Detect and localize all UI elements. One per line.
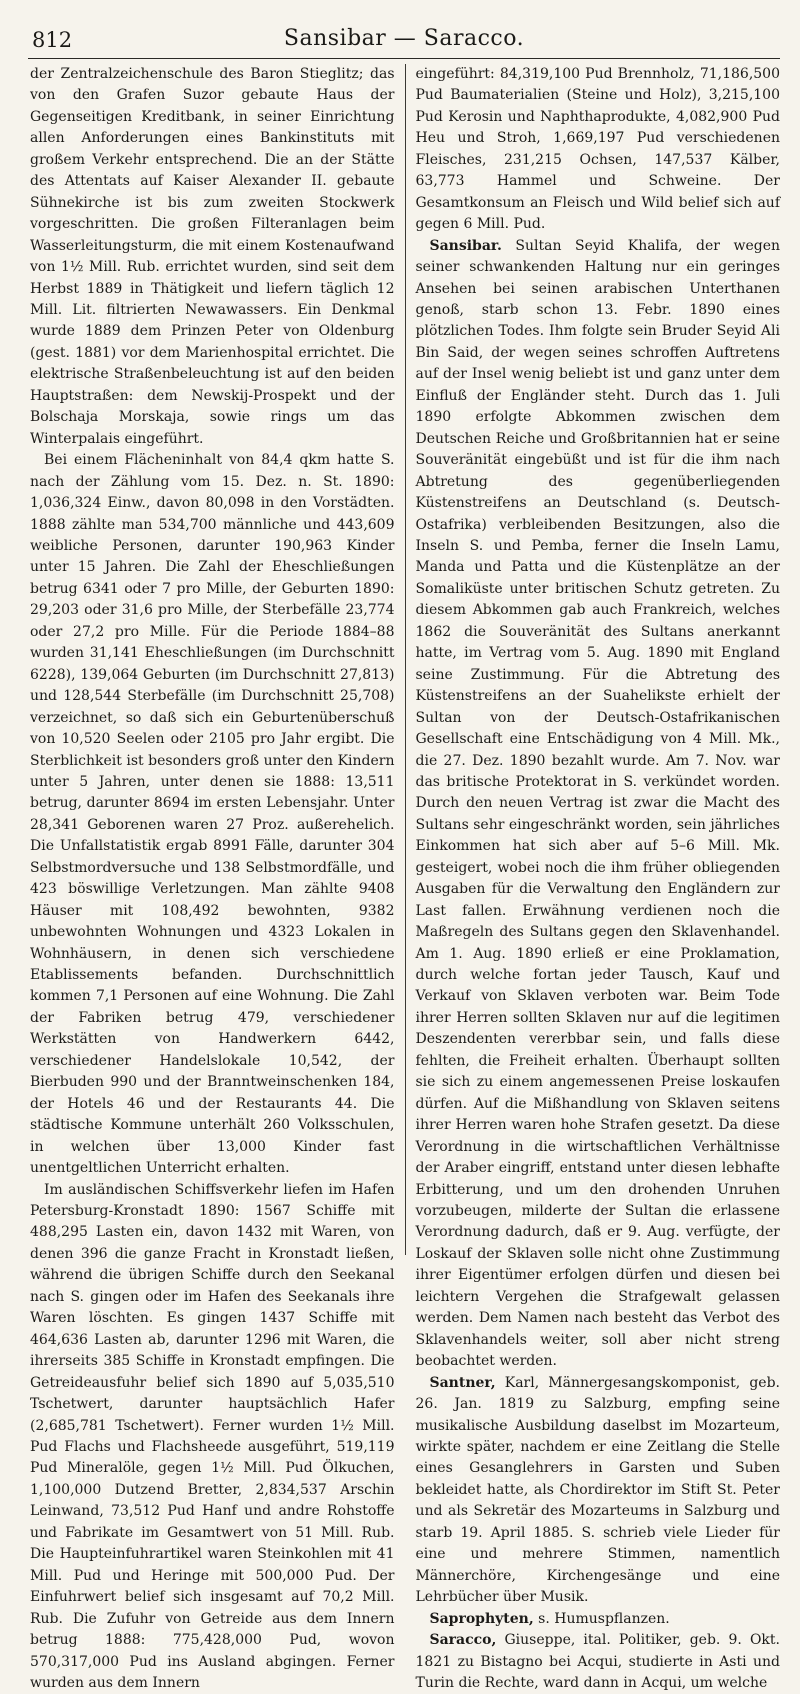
page-number: 812 — [32, 28, 73, 52]
entry-headword: Santner, — [429, 1374, 496, 1391]
paragraph-text: s. Humuspflanzen. — [533, 1610, 670, 1627]
paragraph — [416, 1630, 781, 1694]
paragraph — [416, 64, 781, 236]
text-columns — [30, 64, 780, 1691]
paragraph — [416, 1373, 781, 1609]
paragraph-text: Giuseppe, ital. Politiker, geb. 9. Okt. 1821 zu Bistagno bei Acqui, studierte in Asti und Turin die Rechte, ward dann in Acqui, um welche — [415, 1632, 780, 1691]
paragraph — [416, 236, 781, 1373]
paragraph — [30, 450, 395, 1179]
paragraph-text: Karl, Männergesangskomponist, geb. 26. Jan. 1819 zu Salzburg, empfing seine musikalische Ausbildung daselbst im Mozarteum, wirkte später, nachdem er eine Zeitlang die Stelle eines Gesanglehrers in Garsten und Suben bekleidet hatte, als Chordirektor im Stift St. Peter und als Sekretär des Mozarteums in Salzburg und starb 19. April 1885. S. schrieb viele Lieder für eine und mehrere Stimmen, namentlich Männerchöre, Kirchengesänge und eine Lehrbücher über Musik. — [415, 1374, 780, 1606]
column-divider — [405, 64, 406, 1255]
entry-headword: Sansibar. — [429, 237, 502, 254]
paragraph — [416, 1609, 781, 1630]
page-header — [28, 22, 780, 59]
paragraph-text: Sultan Seyid Khalifa, der wegen seiner schwankenden Haltung nur ein geringes Ansehen bei seinen arabischen Unterthanen genoß, starb schon 13. Febr. 1890 eines plötzlichen Todes. Ihm folgte sein Bruder Seyid Ali Bin Said, der wegen seines schroffen Auftretens auf der Insel wenig beliebt ist und ganz unter dem Einfluß der Engländer steht. Durch das 1. Juli 1890 erfolgte Abkommen zwischen dem Deutschen Reiche und Großbritannien hat er seine Souveränität eingebüßt und ist für die ihm nach Abtretung des gegenüberliegenden Küstenstreifens an Deutschland (s. Deutsch-Ostafrika) verbleibenden Besitzungen, also die Inseln S. und Pemba, ferner die Inseln Lamu, Manda und Patta und die Küstenplätze an der Somaliküste unter britischen Schutz getreten. Zu diesem Abkommen gab auch Frankreich, welches 1862 die Souveränität des Sultans anerkannt hatte, im Vertrag vom 5. Aug. 1890 mit England seine Zustimmung. Für die Abtretung des Küstenstreifens an der Suahelikste erhielt der Sultan von der Deutsch-Ostafrikanischen Gesellschaft eine Entschädigung von 4 Mill. Mk., die 27. Dez. 1890 bezahlt wurde. Am 7. Nov. war das britische Protektorat in S. verkündet worden. Durch den neuen Vertrag ist zwar die Macht des Sultans sehr eingeschränkt worden, sein jährliches Einkommen hat sich aber auf 5–6 Mill. Mk. gesteigert, wobei noch die ihm früher obliegenden Ausgaben für die Verwaltung den Engländern zur Last fallen. Erwähnung verdienen noch die Maßregeln des Sultans gegen den Sklavenhandel. Am 1. Aug. 1890 erließ er eine Proklamation, durch welche fortan jeder Tausch, Kauf und Verkauf von Sklaven verboten war. Beim Tode ihrer Herren sollten Sklaven nur auf die legitimen Deszendenten vererbbar sein, und falls diese fehlten, die Freiheit erhalten. Überhaupt sollten sie sich zu einem angemessenen Preise loskaufen dürfen. Auf die Mißhandlung von Sklaven seitens ihrer Herren waren hohe Strafen gesetzt. Da diese Verordnung in die wirtschaftlichen Verhältnisse der Araber eingriff, entstand unter diesen lebhafte Erbitterung, und um den drohenden Unruhen vorzubeugen, milderte der Sultan die erlassene Verordnung dadurch, daß er 9. Aug. verfügte, der Loskauf der Sklaven solle nicht ohne Zustimmung ihrer Eigentümer erfolgen dürfen und diesen bei leichtern Vergehen die Strafgewalt gelassen werden. Dem Namen nach besteht das Verbot des Sklavenhandels weiter, soll aber nicht streng beobachtet werden. — [415, 237, 780, 1370]
paragraph — [30, 64, 395, 450]
entry-headword: Saprophyten, — [429, 1610, 534, 1627]
left-column — [30, 64, 395, 1691]
paragraph-text: der Zentralzeichenschule des Baron Stieglitz; das von den Grafen Suzor gebaute Haus der Gegenseitigen Kreditbank, in seiner Einrichtung allen Anforderungen eines Bankinstituts mit großem Verkehr entsprechend. Die an der Stätte des Attentats auf Kaiser Alexander II. gebaute Sühnekirche ist bis zum zweiten Stockwerk vorgeschritten. Die großen Filteranlagen beim Wasserleitungsturm, die mit einem Kostenaufwand von 1½ Mill. Rub. errichtet wurden, sind seit dem Herbst 1889 in Thätigkeit und liefern täglich 12 Mill. Lit. filtrierten Newawassers. Ein Denkmal wurde 1889 dem Prinzen Peter von Oldenburg (gest. 1881) vor dem Marienhospital errichtet. Die elektrische Straßenbeleuchtung ist auf den beiden Hauptstraßen: dem Newskij-Prospekt und der Bolschaja Morskaja, sowie rings um das Winterpalais eingeführt. — [30, 66, 395, 447]
running-title: Sansibar — Saracco. — [283, 26, 525, 51]
right-column — [415, 64, 781, 1691]
paragraph-text: eingeführt: 84,319,100 Pud Brennholz, 71,186,500 Pud Baumaterialien (Steine und Holz), 3,215,100 Pud Kerosin und Naphthaprodukte, 4,082,900 Pud Heu und Stroh, 1,669,197 Pud verschiedenen Fleisches, 231,215 Ochsen, 147,537 Kälber, 63,773 Hammel und Schweine. Der Gesamtkonsum an Fleisch und Wild belief sich auf gegen 6 Mill. Pud. — [415, 66, 780, 233]
paragraph-text: Bei einem Flächeninhalt von 84,4 qkm hatte S. nach der Zählung vom 15. Dez. n. St. 1890: 1,036,324 Einw., davon 80,098 in den Vorstädten. 1888 zählte man 534,700 männliche und 443,609 weibliche Personen, darunter 190,963 Kinder unter 15 Jahren. Die Zahl der Eheschließungen betrug 6341 oder 7 pro Mille, der Geburten 1890: 29,203 oder 31,6 pro Mille, der Sterbefälle 23,774 oder 27,2 pro Mille. Für die Periode 1884–88 wurden 31,141 Eheschließungen (im Durchschnitt 6228), 139,064 Geburten (im Durchschnitt 27,813) und 128,544 Sterbefälle (im Durchschnitt 25,708) verzeichnet, so daß sich ein Geburtenüberschuß von 10,520 Seelen oder 2105 pro Jahr ergibt. Die Sterblichkeit ist besonders groß unter den Kindern unter 5 Jahren, unter denen sie 1888: 13,511 betrug, darunter 8694 im ersten Lebensjahr. Unter 28,341 Geborenen waren 27 Proz. außerehelich. Die Unfallstatistik ergab 8991 Fälle, darunter 304 Selbstmordversuche und 138 Selbstmordfälle, und 423 böswillige Verletzungen. Man zählte 9408 Häuser mit 108,492 bewohnten, 9382 unbewohnten Wohnungen und 4323 Lokalen in Wohnhäusern, in denen sich verschiedene Etablissements befanden. Durchschnittlich kommen 7,1 Personen auf eine Wohnung. Die Zahl der Fabriken betrug 479, verschiedener Werkstätten von Handwerkern 6442, verschiedener Handelslokale 10,542, der Bierbuden 990 und der Branntweinschenken 184, der Hotels 46 und der Restaurants 44. Die städtische Kommune unterhält 260 Volksschulen, in welchen über 13,000 Kinder fast unentgeltlichen Unterricht erhalten. — [30, 452, 395, 1177]
paragraph — [30, 1180, 395, 1694]
entry-headword: Saracco, — [429, 1632, 497, 1649]
paragraph-text: Im ausländischen Schiffsverkehr liefen im Hafen Petersburg-Kronstadt 1890: 1567 Schiffe mit 488,295 Lasten ein, davon 1432 mit Waren, von denen 396 die ganze Fracht in Kronstadt ließen, während die übrigen Schiffe durch den Seekanal nach S. gingen oder im Hafen des Seekanals ihre Waren löschten. Es gingen 1437 Schiffe mit 464,636 Lasten ab, darunter 1296 mit Waren, die ihrerseits 385 Schiffe in Kronstadt empfingen. Die Getreideausfuhr belief sich 1890 auf 5,035,510 Tschetwert, darunter hauptsächlich Hafer (2,685,781 Tschetwert). Ferner wurden 1½ Mill. Pud Flachs und Flachsheede ausgeführt, 519,119 Pud Mineralöle, gegen 1½ Mill. Pud Ölkuchen, 1,100,000 Dutzend Bretter, 2,834,537 Arschin Leinwand, 73,512 Pud Hanf und andre Rohstoffe und Fabrikate im Gesamtwert von 51 Mill. Rub. Die Haupteinfuhrartikel waren Steinkohlen mit 41 Mill. Pud und Heringe mit 500,000 Pud. Der Einfuhrwert belief sich insgesamt auf 70,2 Mill. Rub. Die Zufuhr von Getreide aus dem Innern betrug 1888: 775,428,000 Pud, wovon 570,317,000 Pud ins Ausland abgingen. Ferner wurden aus dem Innern — [30, 1181, 395, 1691]
